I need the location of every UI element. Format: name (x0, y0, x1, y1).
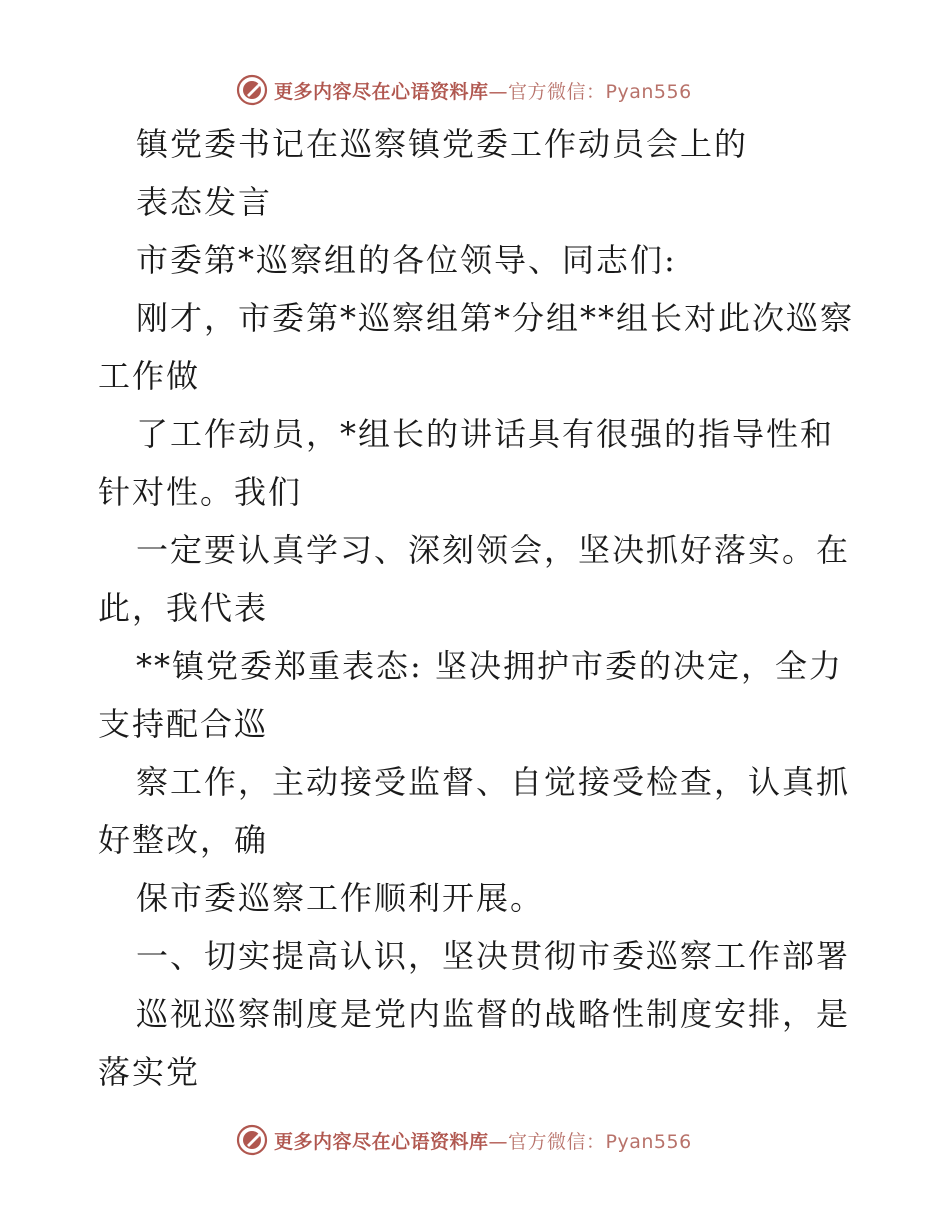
paragraph-line: 一定要认真学习、深刻领会，坚决抓好落实。在 (136, 531, 851, 569)
header-watermark-banner (236, 72, 692, 108)
paragraph-line: 保市委巡察工作顺利开展。 (136, 879, 545, 917)
banner-library-text: 更多内容尽在心语资料库 (274, 80, 489, 103)
pen-logo-icon (236, 74, 268, 106)
salutation-line: 市委第*巡察组的各位领导、同志们: (136, 241, 677, 279)
paragraph-line: 工作做 (98, 357, 201, 395)
document-title-line-1: 镇党委书记在巡察镇党委工作动员会上的 (136, 125, 749, 163)
banner-wechat-text: 官方微信：Pyan556 (508, 80, 692, 103)
paragraph-line: 刚才，市委第*巡察组第*分组**组长对此次巡察 (136, 299, 855, 337)
paragraph-line: 巡视巡察制度是党内监督的战略性制度安排，是 (136, 995, 851, 1033)
document-title-line-2: 表态发言 (136, 183, 273, 221)
section-heading-line: 一、切实提高认识，坚决贯彻市委巡察工作部署 (136, 937, 851, 975)
banner-dash: — (488, 80, 509, 103)
paragraph-line: 了工作动员，*组长的讲话具有很强的指导性和 (136, 415, 835, 453)
banner-dash: — (488, 1130, 509, 1153)
paragraph-line: **镇党委郑重表态: 坚决拥护市委的决定，全力 (136, 647, 843, 685)
paragraph-line: 支持配合巡 (98, 705, 269, 743)
paragraph-line: 好整改，确 (98, 821, 269, 859)
banner-library-text: 更多内容尽在心语资料库 (274, 1130, 489, 1153)
paragraph-line: 此，我代表 (98, 589, 269, 627)
paragraph-line: 针对性。我们 (98, 473, 303, 511)
banner-wechat-text: 官方微信：Pyan556 (508, 1130, 692, 1153)
paragraph-line: 落实党 (98, 1053, 201, 1091)
pen-logo-icon (236, 1124, 268, 1156)
paragraph-line: 察工作，主动接受监督、自觉接受检查，认真抓 (136, 763, 851, 801)
banner-text (274, 77, 692, 104)
banner-text (274, 1127, 692, 1154)
footer-watermark-banner (236, 1122, 692, 1158)
